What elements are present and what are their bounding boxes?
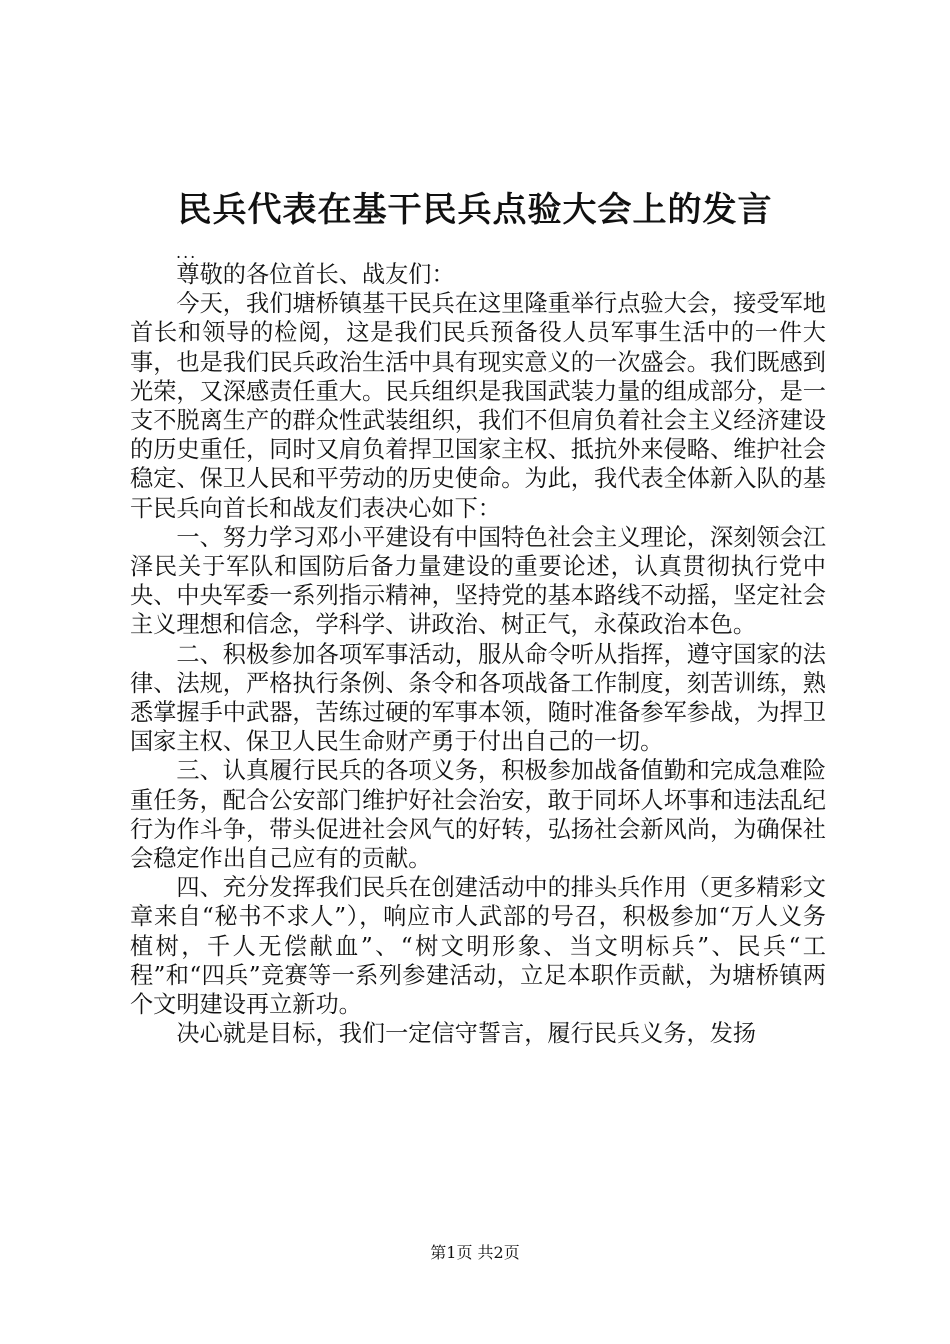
intro-paragraph: 今天，我们塘桥镇基干民兵在这里隆重举行点验大会，接受军地首长和领导的检阅，这是我们民兵预备役人员军事生活中的一件大事，也是我们民兵政治生活中具有现实意义的一次盛会。我们既感到光荣，又深感责任重大。民兵组织是我国武装力量的组成部分，是一支不脱离生产的群众性武装组织，我们不但肩负着社会主义经济建设的历史重任，同时又肩负着捍卫国家主权、抵抗外来侵略、维护社会稳定、保卫人民和平劳动的历史使命。为此，我代表全体新入队的基干民兵向首长和战友们表决心如下：	[130, 290, 826, 522]
pledge-paragraph-1: 一、努力学习邓小平建设有中国特色社会主义理论，深刻领会江泽民关于军队和国防后备力量建设的重要论述，认真贯彻执行党中央、中央军委一系列指示精神，坚持党的基本路线不动摇，坚定社会主义理想和信念，学科学、讲政治、树正气，永葆政治本色。	[130, 523, 826, 639]
closing-paragraph: 决心就是目标，我们一定信守誓言，履行民兵义务，发扬	[176, 1020, 757, 1048]
pledge-paragraph-2: 二、积极参加各项军事活动，服从命令听从指挥，遵守国家的法律、法规，严格执行条例、条令和各项战备工作制度，刻苦训练，熟悉掌握手中武器，苦练过硬的军事本领，随时准备参军参战，为捍卫国家主权、保卫人民生命财产勇于付出自己的一切。	[130, 640, 826, 756]
pledge-paragraph-3: 三、认真履行民兵的各项义务，积极参加战备值勤和完成急难险重任务，配合公安部门维护好社会治安，敢于同坏人坏事和违法乱纪行为作斗争，带头促进社会风气的好转，弘扬社会新风尚，为确保社会稳定作出自己应有的贡献。	[130, 757, 826, 873]
page-number-footer: 第1页 共2页	[430, 1243, 520, 1262]
page-title: 民兵代表在基干民兵点验大会上的发言	[177, 190, 773, 230]
greeting-paragraph: 尊敬的各位首长、战友们：	[176, 261, 455, 288]
ellipsis-marker: ...	[176, 243, 198, 262]
document-body	[130, 260, 826, 1048]
pledge-paragraph-4: 四、充分发挥我们民兵在创建活动中的排头兵作用（更多精彩文章来自“秘书不求人”），响应市人武部的号召，积极参加“万人义务植树，千人无偿献血”、“树文明形象、当文明标兵”、民兵“工程”和“四兵”竞赛等一系列参建活动，立足本职作贡献，为塘桥镇两个文明建设再立新功。	[130, 874, 826, 1019]
